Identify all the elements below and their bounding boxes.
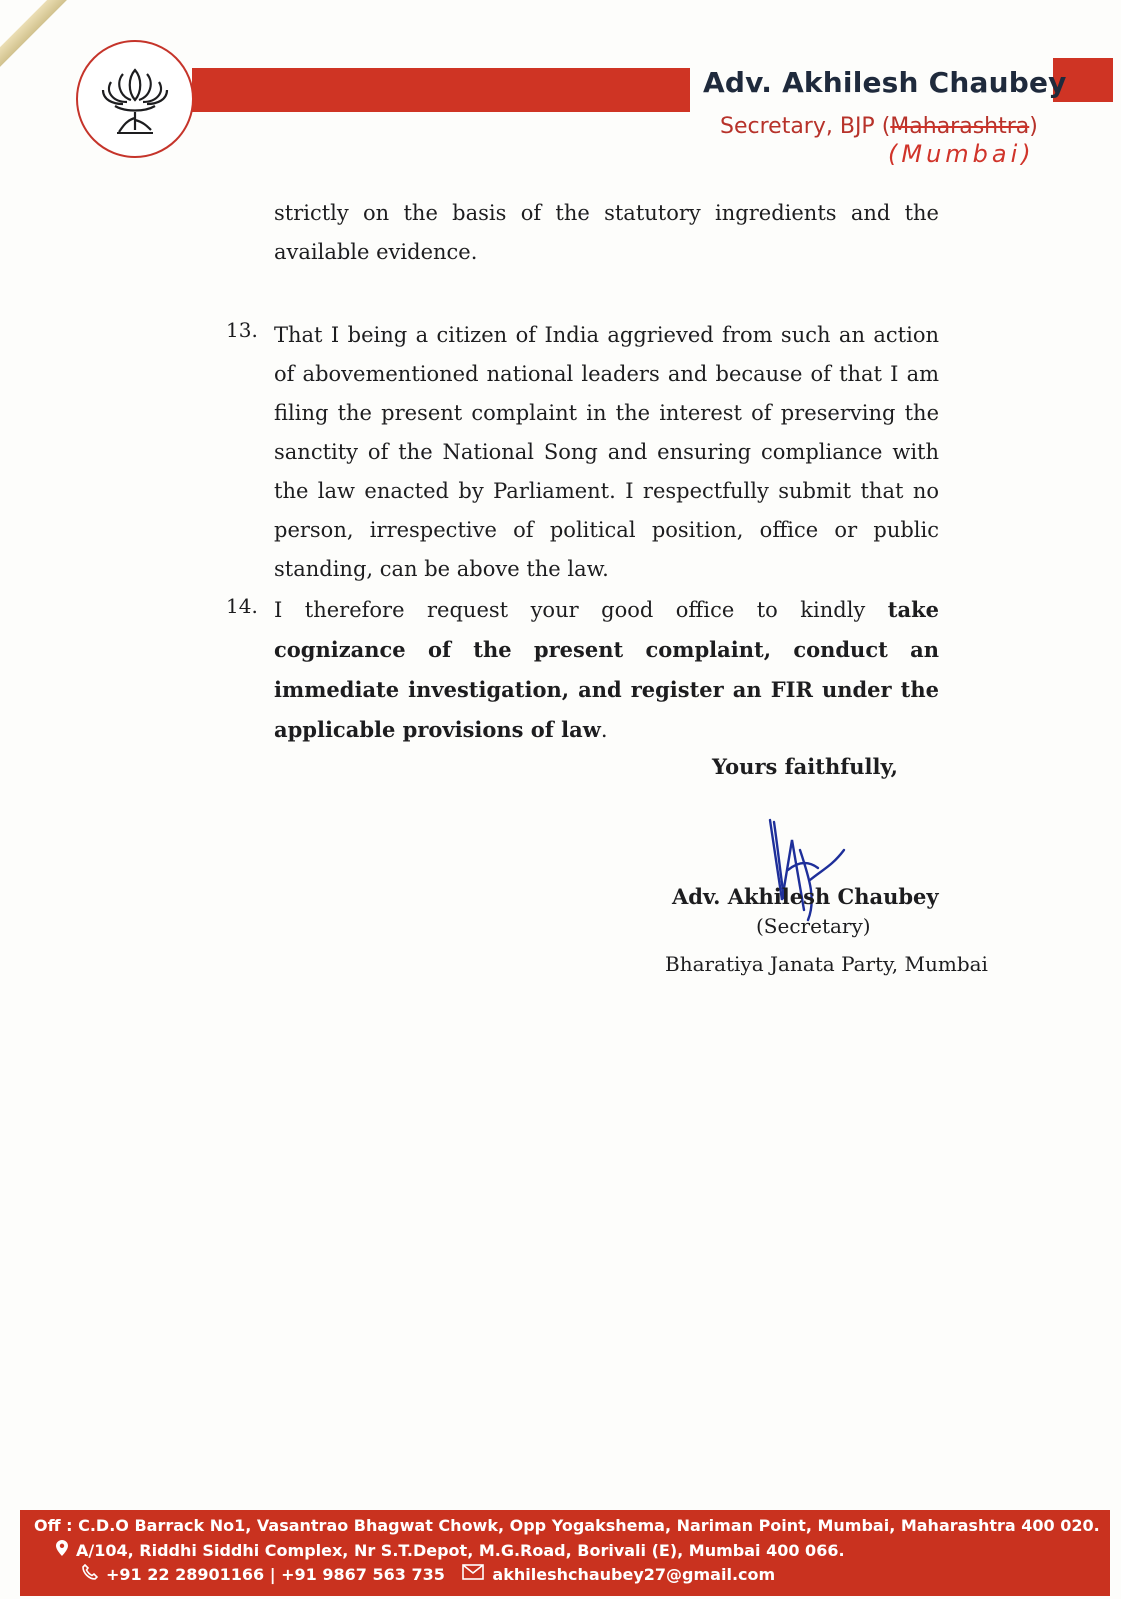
paragraph-14 bbox=[274, 590, 939, 750]
paragraph-14-plain: I therefore request your good office to kindly bbox=[274, 598, 888, 622]
footer-office: Off : C.D.O Barrack No1, Vasantrao Bhagwat Chowk, Opp Yogakshema, Nariman Point, Mumbai, Maharashtra 400 020. bbox=[34, 1516, 1100, 1535]
header-title-struck: Maharashtra bbox=[890, 114, 1030, 139]
map-pin-icon bbox=[56, 1540, 68, 1560]
footer-email: akhileshchaubey27@gmail.com bbox=[492, 1565, 776, 1584]
header-title-prefix: Secretary, BJP ( bbox=[720, 114, 891, 139]
signatory-role: (Secretary) bbox=[756, 914, 871, 938]
closing-salutation: Yours faithfully, bbox=[712, 754, 898, 779]
party-logo bbox=[76, 40, 194, 158]
signature bbox=[760, 810, 880, 930]
header-name: Adv. Akhilesh Chaubey bbox=[703, 66, 1067, 99]
paragraph-number-14: 14. bbox=[226, 594, 258, 618]
footer-phone: +91 22 28901166 | +91 9867 563 735 bbox=[106, 1565, 445, 1584]
lotus-logo-icon bbox=[95, 60, 175, 140]
footer-address: A/104, Riddhi Siddhi Complex, Nr S.T.Depot, M.G.Road, Borivali (E), Mumbai 400 066. bbox=[76, 1541, 845, 1560]
paragraph-14-bold: take cognizance of the present complaint, conduct an immediate investigation, and register an FIR under the applicable provisions of law bbox=[274, 597, 939, 742]
handwritten-correction: (Mumbai) bbox=[888, 140, 1035, 168]
header-title bbox=[720, 114, 1038, 139]
continuation-paragraph: strictly on the basis of the statutory ingredients and the available evidence. bbox=[274, 201, 939, 264]
paragraph-14-end: . bbox=[600, 718, 608, 742]
signatory-name: Adv. Akhilesh Chaubey bbox=[672, 884, 939, 909]
phone-icon bbox=[82, 1564, 98, 1584]
paragraph-number-13: 13. bbox=[226, 318, 258, 342]
signatory-organization: Bharatiya Janata Party, Mumbai bbox=[665, 952, 988, 976]
footer-address-line bbox=[56, 1540, 845, 1560]
paragraph-13: That I being a citizen of India aggrieved from such an action of abovementioned national leaders and because of that I am filing the present complaint in the interest of preserving the sanctity of the National Song and ensuring compliance with the law enacted by Parliament. I respectfully submit that no person, irrespective of political position, office or public standing, can be above the law. bbox=[274, 323, 939, 581]
footer-bar bbox=[20, 1510, 1110, 1596]
header-title-suffix: ) bbox=[1029, 114, 1038, 139]
mail-icon bbox=[462, 1564, 484, 1584]
footer-contact-line bbox=[82, 1564, 775, 1584]
header-red-bar bbox=[192, 68, 690, 112]
